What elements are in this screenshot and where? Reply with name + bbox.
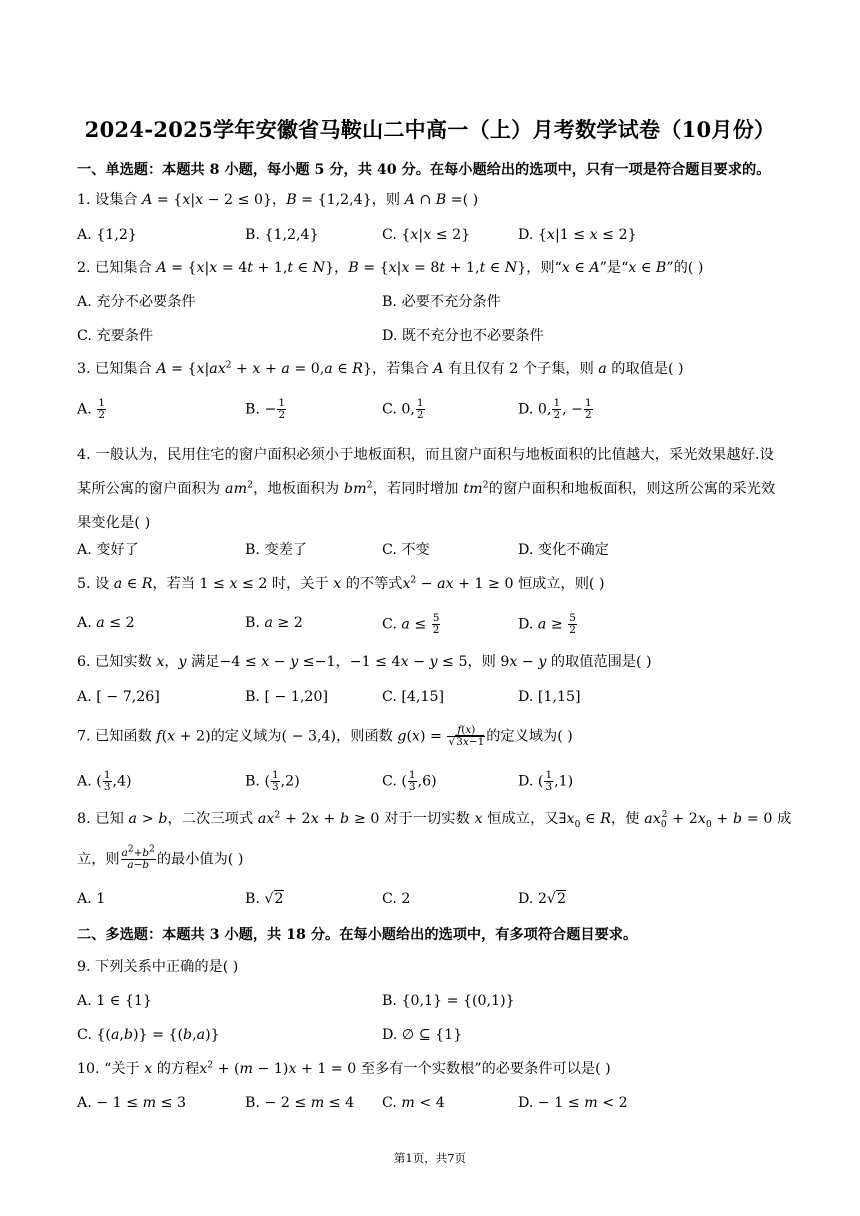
question-6-option-c: C. [4,15] (382, 689, 445, 705)
question-6-option-b: B. [ − 1,20] (245, 689, 329, 705)
question-6-option-d: D. [1,15] (518, 689, 581, 705)
question-2-stem: 2. 已知集合 A = {x|x = 4t + 1,t ∈ N}，B = {x|x = 8t + 1,t ∈ N}，则“x ∈ A”是“x ∈ B”的( ) (77, 260, 704, 276)
question-8-stem-line1: 8. 已知 a > b，二次三项式 $ax^2 + 2x + b \ge 0$ 对于一切实数 x 恒成立，又$\exists x_0$ ∈ R，使 $ax_0^2 + 2x_0 + b = 0$ 成 (77, 810, 792, 830)
question-5-stem: 5. 设 a ∈ R，若当 1 ≤ x ≤ 2 时，关于 x 的不等式$x^2$ − ax + 1 ≥ 0 恒成立，则( ) (77, 575, 605, 592)
question-2-option-d: D. 既不充分也不必要条件 (382, 328, 544, 344)
question-5-option-b: B. a ≥ 2 (245, 615, 303, 631)
question-7-option-a: A. ( $\frac{1}{3}$ ,4) (77, 769, 132, 793)
section-heading-multi-choice: 二、多选题：本题共 3 小题，共 18 分。在每小题给出的选项中，有多项符合题目要求。 (77, 927, 638, 943)
page-title: 2024-2025学年安徽省马鞍山二中高一（上）月考数学试卷（10月份） (84, 117, 776, 142)
question-10-option-b: B. − 2 ≤ m ≤ 4 (245, 1095, 355, 1111)
question-3-stem: 3. 已知集合 $A = \{x|ax^2 + x + a = 0,a$ ∈ R}，若集合 A 有且仅有 2 个子集，则 a 的取值是( ) (77, 360, 684, 377)
question-7-stem: 7. 已知函数 f(x + 2)的定义域为( − 3,4)，则函数 g(x) = $\frac{f(x)}{√3x-1}$ 的定义域为( ) (77, 724, 573, 748)
question-4-option-c: C. 不变 (382, 542, 430, 558)
question-2-option-b: B. 必要不充分条件 (382, 294, 501, 310)
question-1-option-c: C. {x|x ≤ 2} (382, 227, 471, 243)
question-8-option-b: B. √2 (245, 891, 284, 907)
question-5-option-a: A. a ≤ 2 (77, 615, 135, 631)
question-9-option-b: B. {0,1} = {(0,1)} (382, 993, 515, 1009)
question-7-option-b: B. ( $\frac{1}{3}$ ,2) (245, 769, 300, 793)
question-9-option-c: C. {(a,b)} = {(b,a)} (77, 1027, 220, 1043)
question-7-option-c: C. ( $\frac{1}{3}$ ,6) (382, 769, 437, 793)
page-footer: 第1页，共7页 (393, 1151, 467, 1165)
question-7-option-d: D. ( $\frac{1}{3}$ ,1) (518, 769, 574, 793)
question-1-stem: 1. 设集合 A = {x|x − 2 ≤ 0}，B = {1,2,4}，则 A ∩ B =( ) (77, 192, 479, 208)
question-4-option-b: B. 变差了 (245, 542, 308, 558)
question-2-option-a: A. 充分不必要条件 (77, 294, 196, 310)
question-4-option-d: D. 变化不确定 (518, 542, 609, 558)
question-2-option-c: C. 充要条件 (77, 328, 154, 344)
question-8-option-c: C. 2 (382, 891, 411, 907)
question-1-option-b: B. {1,2,4} (245, 227, 319, 243)
question-10-option-a: A. − 1 ≤ m ≤ 3 (77, 1095, 187, 1111)
question-1-option-a: A. {1,2} (77, 227, 137, 243)
question-6-option-a: A. [ − 7,26] (77, 689, 160, 705)
question-4-stem: 4. 一般认为，民用住宅的窗户面积必须小于地板面积，而且窗户面积与地板面积的比值越大，采光效果越好.设某所公寓的窗户面积为 $am^2$，地板面积为 $bm^2$，若同时增加 $tm^2$的窗户面积和地板面积，则这所公寓的采光效果变化是( ) (77, 447, 776, 531)
question-9-option-a: A. 1 ∈ {1} (77, 993, 152, 1009)
question-3-option-a: A. $\frac{1}{2}$ (77, 397, 105, 421)
question-8-option-d: D. 2√2 (518, 891, 566, 907)
question-9-stem: 9. 下列关系中正确的是( ) (77, 959, 239, 975)
question-9-option-d: D. ∅ ⊆ {1} (382, 1027, 463, 1043)
question-10-option-c: C. m < 4 (382, 1095, 445, 1111)
question-6-stem: 6. 已知实数 x，y 满足−4 ≤ x − y ≤−1，−1 ≤ 4x − y ≤ 5，则 9x − y 的取值范围是( ) (77, 654, 652, 670)
question-4-option-a: A. 变好了 (77, 542, 139, 558)
question-3-option-c: C. 0, $\frac{1}{2}$ (382, 397, 424, 421)
question-10-stem: 10. “关于 x 的方程$x^2 + (m - 1)x + 1 = 0$ 至多有一个实数根”的必要条件可以是( ) (77, 1060, 611, 1077)
question-5-option-d: D. a ≥ $\frac{5}{2}$ (518, 612, 576, 636)
question-1-option-d: D. {x|1 ≤ x ≤ 2} (518, 227, 637, 243)
question-3-option-b: B. − $\frac{1}{2}$ (245, 397, 286, 421)
question-8-stem-line2: 立，则 $\frac{a^2+b^2}{a-b}$ 的最小值为( ) (77, 844, 244, 871)
question-8-option-a: A. 1 (77, 891, 106, 907)
question-3-option-d: D. 0, $\frac{1}{2}$ , − $\frac{1}{2}$ (518, 397, 592, 421)
section-heading-single-choice: 一、单选题：本题共 8 小题，每小题 5 分，共 40 分。在每小题给出的选项中，只有一项是符合题目要求的。 (77, 162, 771, 178)
question-10-option-d: D. − 1 ≤ m < 2 (518, 1095, 628, 1111)
question-5-option-c: C. a ≤ $\frac{5}{2}$ (382, 612, 440, 636)
